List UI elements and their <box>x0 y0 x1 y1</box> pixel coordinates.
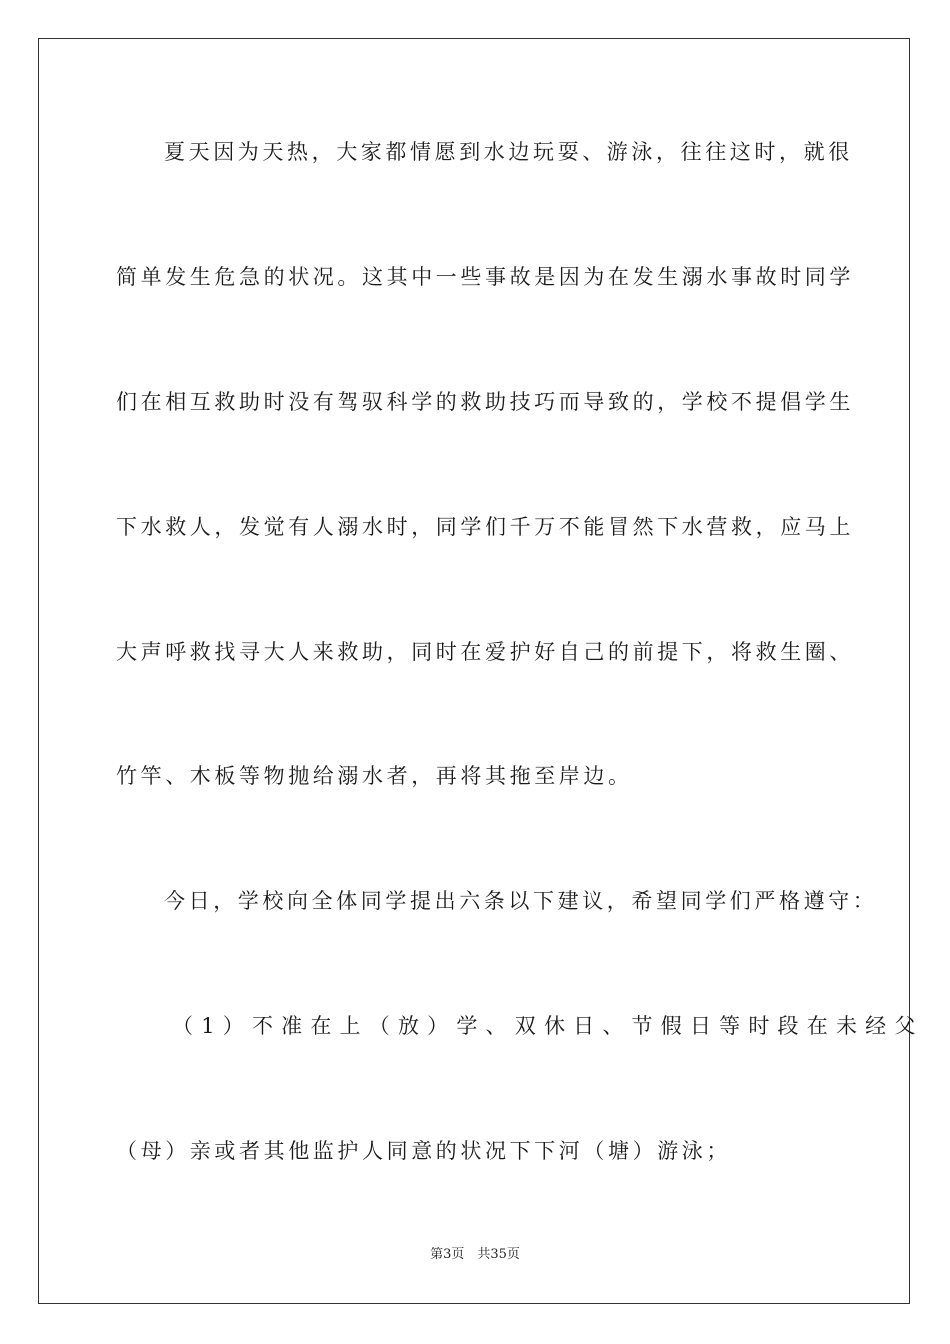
page-number-footer: 第3页 共35页 <box>430 1247 520 1262</box>
paragraph-line: 大声呼救找寻大人来救助，同时在爱护好自己的前提下，将救生圈、 <box>116 640 854 664</box>
paragraph-line: 简单发生危急的状况。这其中一些事故是因为在发生溺水事故时同学 <box>116 265 854 289</box>
list-item-line: （母）亲或者其他监护人同意的状况下下河（塘）游泳； <box>116 1139 731 1163</box>
list-item-line: （1）不准在上（放）学、双休日、节假日等时段在未经父 <box>172 1014 924 1038</box>
paragraph-line: 下水救人，发觉有人溺水时，同学们千万不能冒然下水营救，应马上 <box>116 515 854 539</box>
paragraph-line: 今日，学校向全体同学提出六条以下建议，希望同学们严格遵守： <box>164 889 878 913</box>
paragraph-line: 夏天因为天热，大家都情愿到水边玩耍、游泳，往往这时，就很 <box>164 140 853 164</box>
paragraph-line: 竹竿、木板等物抛给溺水者，再将其拖至岸边。 <box>116 764 633 788</box>
paragraph-line: 们在相互救助时没有驾驭科学的救助技巧而导致的，学校不提倡学生 <box>116 390 854 414</box>
page-border <box>38 38 924 1304</box>
